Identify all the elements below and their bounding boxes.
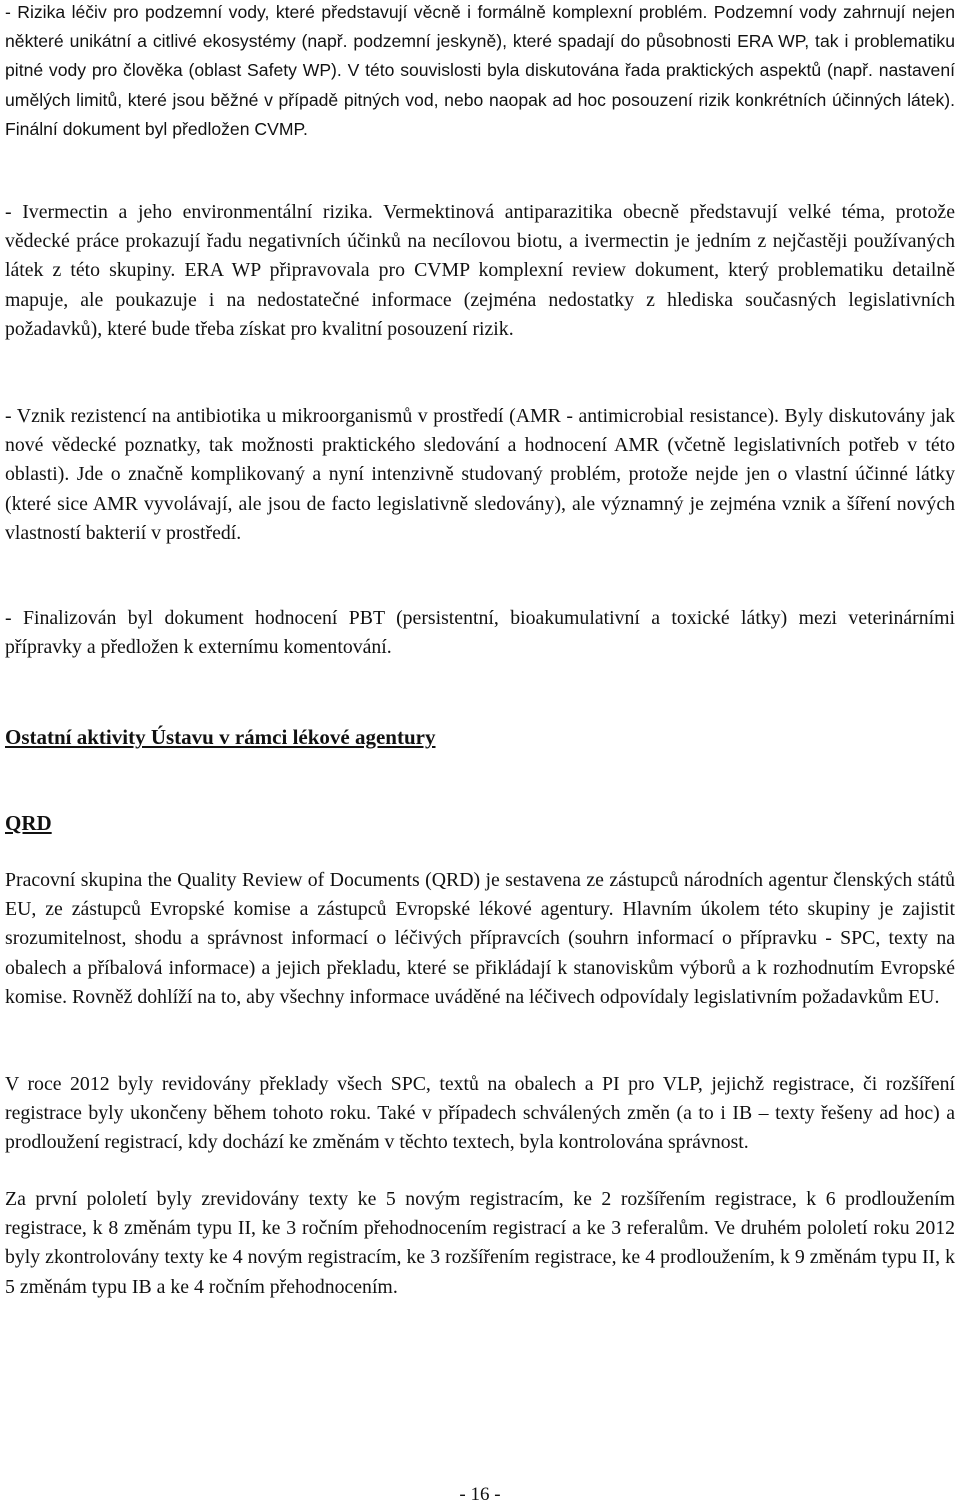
qrd-heading: QRD: [5, 811, 52, 835]
paragraph-amr: - Vznik rezistencí na antibiotika u mikroorganismů v prostředí (AMR - antimicrobial resistance). Byly diskutovány jak nové vědecké poznatky, tak možnosti praktického sledování a hodnocení AMR (včetně legislativních potřeb v této oblasti). Jde o značně komplikovaný a nyní intenzivně studovaný problém, protože nejde jen o vlastní účinné látky (které sice AMR vyvolávají, ale jsou de facto legislativně sledovány), ale významný je zejména vznik a šíření nových vlastností bakterií v prostředí.: [5, 405, 955, 544]
paragraph-ivermectin: - Ivermectin a jeho environmentální rizika. Vermektinová antiparazitika obecně představují velké téma, protože vědecké práce prokazují řadu negativních účinků na necílovou biotu, a ivermectin je jedním z nejčastěji používaných látek z této skupiny. ERA WP připravovala pro CVMP komplexní review dokument, který problematiku detailně mapuje, ale poukazuje i na nedostatečné informace (zejména nedostatky z hlediska současných legislativních požadavků), které bude třeba získat pro kvalitní posouzení rizik.: [5, 201, 955, 340]
paragraph-qrd-2012: V roce 2012 byly revidovány překlady všech SPC, textů na obalech a PI pro VLP, jejichž registrace, či rozšíření registrace byly ukončeny během tohoto roku. Také v případech schválených změn (a to i IB – texty řešeny ad hoc) a prodloužení registrací, kdy dochází ke změnám v těchto textech, byla kontrolována správnost.: [5, 1073, 955, 1154]
paragraph-qrd-intro: Pracovní skupina the Quality Review of Documents (QRD) je sestavena ze zástupců národních agentur členských států EU, ze zástupců Evropské komise a zástupců Evropské lékové agentury. Hlavním úkolem této skupiny je zajistit srozumitelnost, shodu a správnost informací o léčivých přípravcích (souhrn informací o přípravku - SPC, texty na obalech a příbalová informace) a jejich překladu, které se přikládají k stanoviskům výborů a k rozhodnutím Evropské komise. Rovněž dohlíží na to, aby všechny informace uváděné na léčivech odpovídaly legislativním požadavkům EU.: [5, 869, 955, 1008]
paragraph-qrd-counts: Za první pololetí byly zrevidovány texty ke 5 novým registracím, ke 2 rozšířením registrace, k 6 prodloužením registrace, k 8 změnám typu II, ke 3 ročním přehodnocením registrací a ke 3 referalům. Ve druhém pololetí roku 2012 byly zkontrolovány texty ke 4 novým registracím, ke 3 rozšířením registrace, ke 4 prodloužením, k 9 změnám typu II, k 5 změnám typu IB a ke 4 ročním přehodnocením.: [5, 1188, 955, 1298]
section-heading: Ostatní aktivity Ústavu v rámci lékové agentury: [5, 725, 436, 749]
paragraph-pbt: - Finalizován byl dokument hodnocení PBT (persistentní, bioakumulativní a toxické látky) mezi veterinárními přípravky a předložen k externímu komentování.: [5, 607, 955, 659]
paragraph-groundwater-risks: - Rizika léčiv pro podzemní vody, které představují věcně i formálně komplexní problém. Podzemní vody zahrnují nejen některé unikátní a citlivé ekosystémy (např. podzemní jeskyně), které spadají do působnosti ERA WP, tak i problematiku pitné vody pro člověka (oblast Safety WP). V této souvislosti byla diskutována řada praktických aspektů (např. nastavení umělých limitů, které jsou běžné v případě pitných vod, nebo naopak ad hoc posouzení rizik konkrétních účinných látek). Finální dokument byl předložen CVMP.: [5, 2, 955, 139]
page-number: - 16 -: [459, 1484, 501, 1505]
